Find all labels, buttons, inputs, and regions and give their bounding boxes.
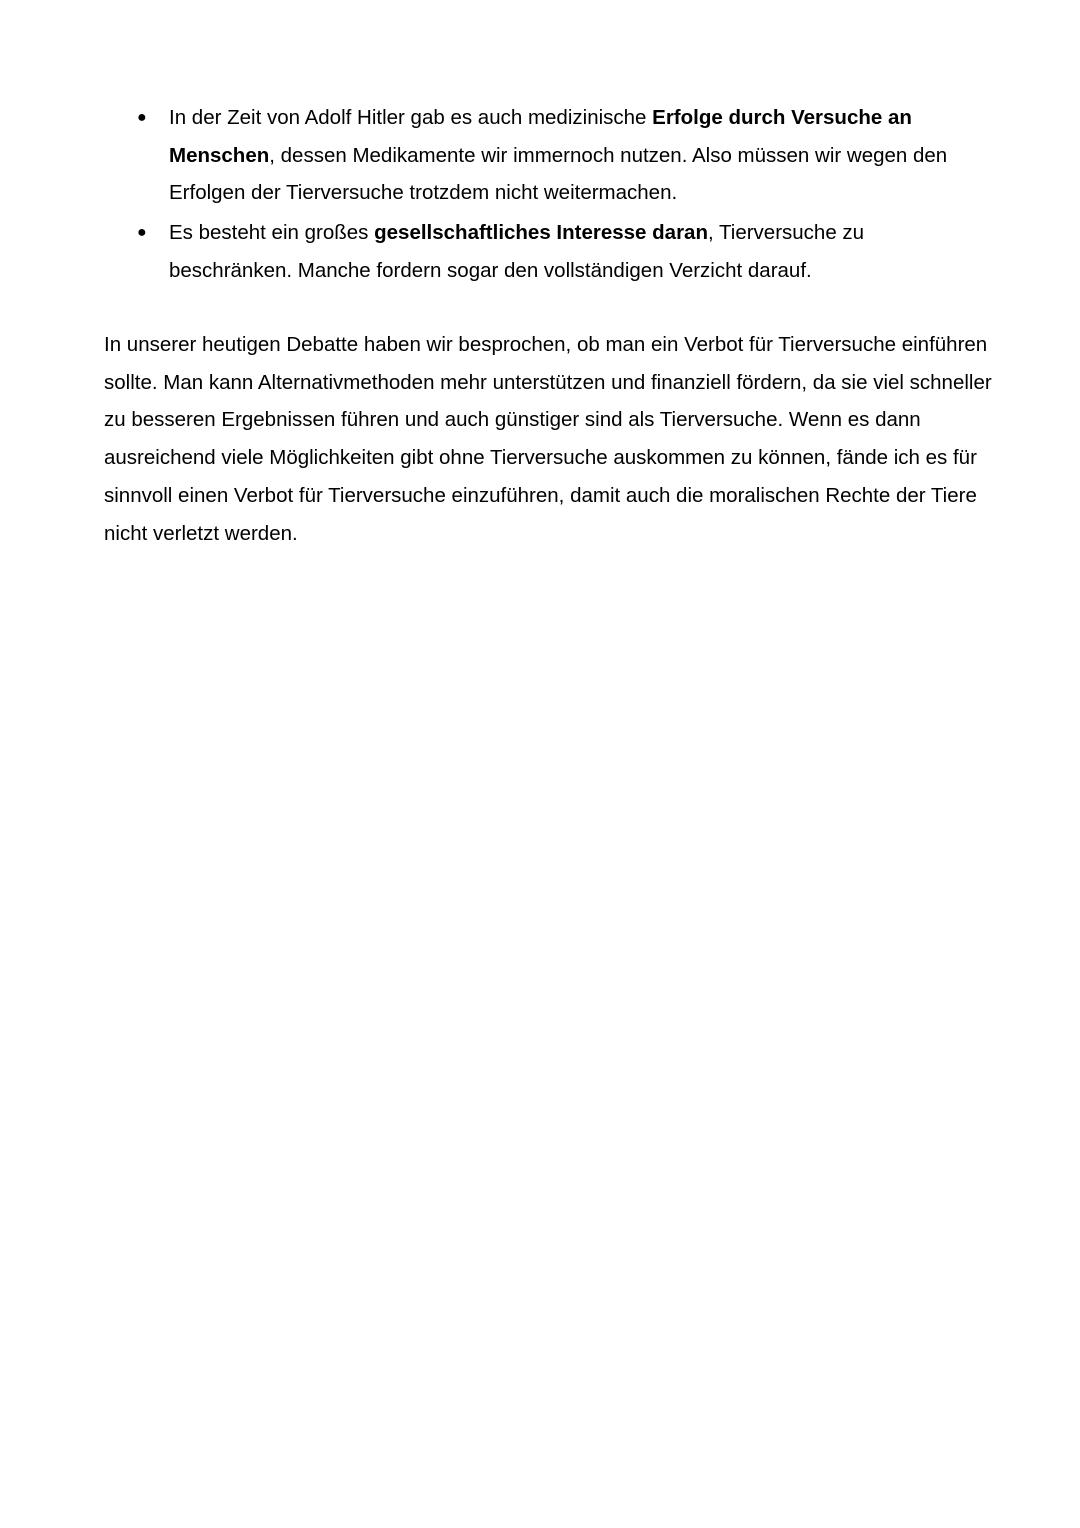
list-item [104, 99, 984, 212]
bullet-text-bold: Erfolge durch Versuche an Menschen [169, 106, 912, 167]
argument-bullet-list [104, 99, 984, 292]
bullet-icon: ● [137, 224, 147, 242]
bullet-text-regular: , dessen Medikamente wir immernoch nutzen. Also müssen wir wegen den Erfolgen der Tierversuche trotzdem nicht weitermachen. [169, 143, 948, 205]
bullet-icon: ● [137, 109, 147, 126]
conclusion-paragraph: In unserer heutigen Debatte haben wir besprochen, ob man ein Verbot für Tierversuche einführen sollte. Man kann Alternativmethoden mehr unterstützen und finanziell fördern, da sie viel schneller zu besseren Ergebnissen führen und auch günstiger sind als Tierversuche. Wenn es dann ausreichend viele Möglichkeiten gibt ohne Tierversuche auskommen zu können, fände ich es für sinnvoll einen Verbot für Tierversuche einzuführen, damit auch die moralischen Rechte der Tiere nicht verletzt werden. [104, 333, 992, 545]
bullet-text-bold: gesellschaftliches Interesse daran [374, 221, 708, 245]
bullet-text-regular: In der Zeit von Adolf Hitler gab es auch medizinische [169, 106, 653, 129]
bullet-text-regular: , Tierversuche zu beschränken. Manche fordern sogar den vollständigen Verzicht darauf. [169, 221, 865, 282]
list-item [104, 214, 984, 289]
bullet-text-regular: Es besteht ein großes [169, 221, 375, 245]
